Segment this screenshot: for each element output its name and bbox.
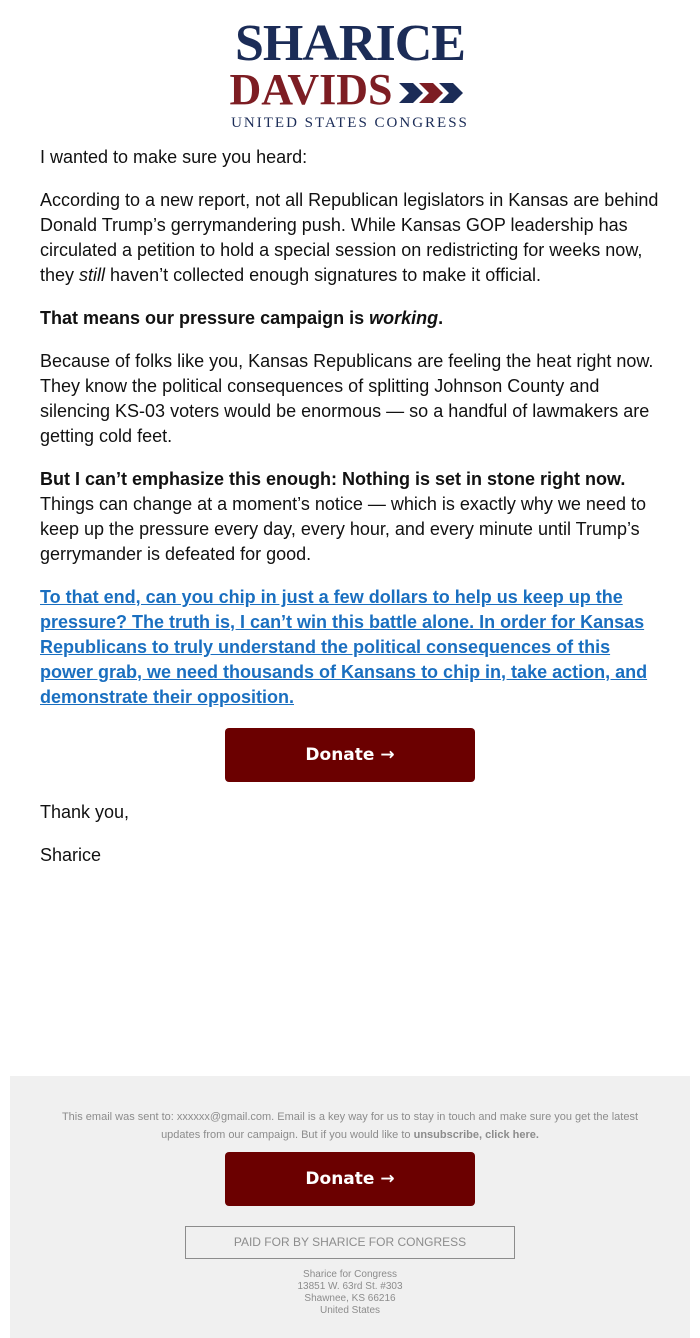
unsubscribe-link[interactable]: unsubscribe, click here. bbox=[413, 1129, 539, 1141]
mailing-address bbox=[10, 1269, 690, 1317]
paid-for-disclaimer: PAID FOR BY SHARICE FOR CONGRESS bbox=[185, 1226, 515, 1259]
footer bbox=[10, 1076, 690, 1338]
logo-row bbox=[0, 65, 700, 114]
closing bbox=[40, 800, 129, 886]
email-body bbox=[40, 145, 665, 728]
footer-note bbox=[50, 1108, 650, 1144]
emphasize-text: Things can change at a moment’s notice — which is exactly why we need to keep up the pressure every day, every hour, and every minute until Trump’s gerrymander is defeated for good. bbox=[40, 494, 646, 564]
chevron-arrows-icon bbox=[399, 82, 471, 104]
signature: Sharice bbox=[40, 845, 102, 865]
address-line: Shawnee, KS 66216 bbox=[304, 1293, 396, 1304]
logo-last-name: DAVIDS bbox=[229, 65, 393, 114]
address-line: 13851 W. 63rd St. #303 bbox=[297, 1281, 403, 1292]
campaign-logo bbox=[0, 15, 700, 132]
address-line: Sharice for Congress bbox=[303, 1269, 397, 1280]
footer-donate-button[interactable]: Donate → bbox=[225, 1152, 475, 1206]
pressure-paragraph bbox=[40, 306, 665, 331]
report-text: According to a new report, not all Republican legislators in Kansas are behind Donald Trump’s gerrymandering push. While Kansas GOP leadership has circulated a petition to hold a special session on redistricting for weeks now, they bbox=[40, 190, 659, 285]
address-line: United States bbox=[319, 1305, 381, 1316]
chip-in-paragraph bbox=[40, 585, 665, 710]
report-paragraph bbox=[40, 188, 665, 288]
folks-paragraph: Because of folks like you, Kansas Republicans are feeling the heat right now. They know the political consequences of splitting Johnson County and silencing KS-03 voters would be enormous — so a handful of lawmakers are getting cold feet. bbox=[40, 351, 654, 446]
footer-note-text: This email was sent to: xxxxxx@gmail.com. Email is a key way for us to stay in touch and make sure you get the latest updates from our campaign. But if you would like to bbox=[61, 1111, 639, 1141]
donate-button[interactable]: Donate → bbox=[225, 728, 475, 782]
emphasize-paragraph bbox=[40, 467, 665, 567]
pressure-period: . bbox=[438, 308, 444, 328]
report-text-end: haven’t collected enough signatures to make it official. bbox=[105, 265, 541, 285]
thanks-text: Thank you, bbox=[40, 802, 130, 822]
chip-in-link[interactable]: To that end, can you chip in just a few dollars to help us keep up the pressure? The truth is, I can’t win this battle alone. In order for Kansas Republicans to truly understand the political consequences of this power grab, we need thousands of Kansans to chip in, take action, and demonstrate their opposition. bbox=[40, 587, 648, 707]
logo-first-name: SHARICE bbox=[235, 15, 465, 72]
report-emphasis: still bbox=[79, 265, 106, 285]
intro-paragraph: I wanted to make sure you heard: bbox=[40, 147, 308, 167]
pressure-emphasis: working bbox=[369, 308, 439, 328]
emphasize-bold: But I can’t emphasize this enough: Nothing is set in stone right now. bbox=[40, 469, 626, 489]
pressure-text: That means our pressure campaign is bbox=[40, 308, 370, 328]
logo-subtitle: UNITED STATES CONGRESS bbox=[231, 115, 469, 131]
